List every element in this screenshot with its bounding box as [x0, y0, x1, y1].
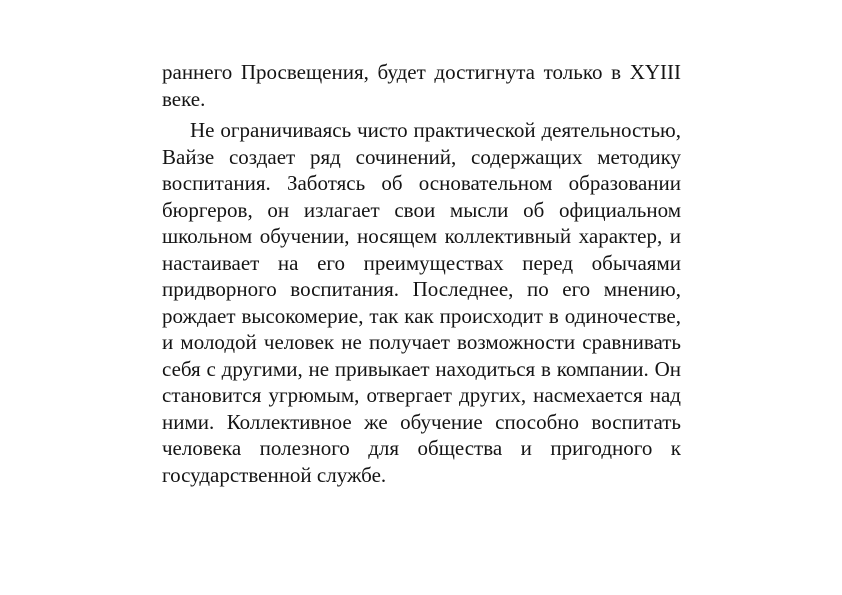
paragraph-main: Не ограничиваясь чисто практической деятельностью, Вайзе создает ряд сочинений, содержащих методику воспитания. Заботясь об основательном образовании бюргеров, он излагает свои мысли об официальном школьном обучении, носящем коллективный характер, и настаивает на его преимуществах перед обычаями придворного воспитания. Последнее, по его мнению, рождает высокомерие, так как происходит в одиночестве, и молодой человек не получает возможности сравнивать себя с другими, не привыкает находиться в компании. Он становится угрюмым, отвергает других, насмехается над ними. Коллективное же обучение способно воспитать человека полезного для общества и пригодного к государственной службе.: [162, 118, 681, 487]
paragraph-continuation: раннего Просвещения, будет достигнута только в XYIII веке.: [162, 60, 681, 111]
document-body: [162, 59, 681, 488]
